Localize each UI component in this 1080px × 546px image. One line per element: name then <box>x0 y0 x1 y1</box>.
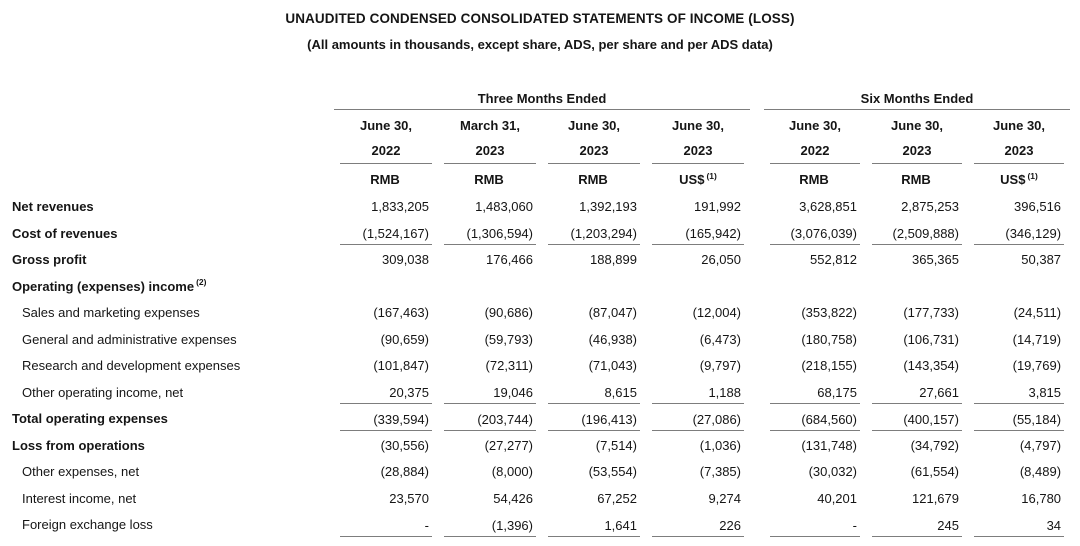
value-text: (1,396) <box>444 518 536 537</box>
column-date-header: June 30, <box>890 118 944 133</box>
value-cell <box>866 484 968 511</box>
value-text: (400,157) <box>872 412 962 431</box>
row-label-text: Other operating income, net <box>22 384 184 400</box>
row-label <box>0 298 334 325</box>
value-cell <box>646 219 750 246</box>
value-cell <box>646 378 750 405</box>
row-label <box>0 351 334 378</box>
column-date-header: June 30, <box>671 118 725 133</box>
value-cell <box>542 378 646 405</box>
value-cell <box>646 298 750 325</box>
table-row <box>0 510 1070 537</box>
value-text: 20,375 <box>340 385 432 404</box>
group-spacer-cell <box>750 298 764 325</box>
row-label <box>0 245 334 272</box>
value-text: (180,758) <box>801 331 857 347</box>
row-label <box>0 378 334 405</box>
value-cell <box>866 378 968 405</box>
value-text: (167,463) <box>373 305 429 320</box>
row-label-text: Gross profit <box>12 252 87 267</box>
value-text: 23,570 <box>389 490 429 506</box>
group-spacer-cell <box>750 109 764 136</box>
value-cell <box>764 298 866 325</box>
value-cell <box>968 351 1070 378</box>
value-cell <box>968 219 1070 246</box>
row-label <box>0 272 334 299</box>
row-label-text: General and administrative expenses <box>22 331 237 347</box>
header-row <box>0 109 1070 136</box>
document-subtitle: (All amounts in thousands, except share, ADS, per share and per ADS data) <box>307 37 773 52</box>
row-label-text: Operating (expenses) income <box>12 278 195 294</box>
column-currency-header <box>652 172 744 192</box>
value-cell <box>646 457 750 484</box>
column-year-header: 2022 <box>770 143 860 164</box>
value-text: 552,812 <box>810 252 857 267</box>
header-row <box>0 164 1070 192</box>
column-year-header-cell <box>646 136 750 164</box>
value-cell <box>968 457 1070 484</box>
column-currency-header <box>548 172 640 192</box>
value-text: 8,615 <box>548 385 640 404</box>
column-currency-header-cell <box>334 164 438 192</box>
value-cell <box>438 457 542 484</box>
table-row <box>0 431 1070 458</box>
value-text: (71,043) <box>588 358 637 373</box>
column-date-header: March 31, <box>460 118 520 133</box>
column-date-header-cell <box>438 109 542 136</box>
value-cell <box>438 298 542 325</box>
value-cell <box>646 272 750 299</box>
value-text: (24,511) <box>1013 305 1062 320</box>
column-currency-header <box>974 172 1064 192</box>
group-spacer-cell <box>750 272 764 299</box>
value-text: 1,833,205 <box>371 199 429 214</box>
value-cell <box>764 510 866 537</box>
value-cell <box>334 431 438 458</box>
row-label <box>0 457 334 484</box>
value-cell <box>968 510 1070 537</box>
column-year-header-cell <box>764 136 866 164</box>
value-cell <box>866 192 968 219</box>
column-date-header-cell <box>542 109 646 136</box>
row-label-text: Net revenues <box>12 199 94 214</box>
value-text: (8,000) <box>491 464 533 479</box>
group-spacer-cell <box>750 378 764 405</box>
value-text: (46,938) <box>588 331 637 347</box>
value-cell <box>646 245 750 272</box>
value-cell <box>764 351 866 378</box>
column-year-header: 2022 <box>340 143 432 164</box>
group-spacer-cell <box>750 164 764 192</box>
row-label <box>0 192 334 219</box>
row-label-text: Sales and marketing expenses <box>22 305 200 320</box>
value-cell <box>968 192 1070 219</box>
value-cell <box>866 325 968 352</box>
currency-label: RMB <box>578 172 608 187</box>
period-group-header: Three Months Ended <box>334 86 750 109</box>
column-date-header-cell <box>646 109 750 136</box>
group-spacer-cell <box>750 431 764 458</box>
currency-label: RMB <box>370 172 400 187</box>
value-text: (90,686) <box>484 305 533 320</box>
value-text: (90,659) <box>380 331 429 347</box>
value-text: (203,744) <box>444 412 536 431</box>
value-cell <box>438 404 542 431</box>
row-label-text: Interest income, net <box>22 490 137 506</box>
value-cell <box>646 404 750 431</box>
column-year-header-cell <box>968 136 1070 164</box>
value-cell <box>334 457 438 484</box>
value-cell <box>764 378 866 405</box>
value-cell <box>764 245 866 272</box>
currency-label: RMB <box>474 172 504 187</box>
value-cell <box>542 298 646 325</box>
column-date-header: June 30, <box>359 118 413 133</box>
value-text: (339,594) <box>340 412 432 431</box>
column-year-header: 2023 <box>652 143 744 164</box>
value-text: (14,719) <box>1012 331 1062 347</box>
value-text: (30,556) <box>380 437 429 453</box>
value-cell <box>334 351 438 378</box>
value-text: (7,385) <box>699 464 741 479</box>
value-text: (353,822) <box>801 305 857 320</box>
row-label <box>0 431 334 458</box>
currency-label: RMB <box>901 172 931 187</box>
income-statement-table <box>0 86 1070 537</box>
value-text: (2,509,888) <box>872 226 962 245</box>
column-date-header: June 30, <box>788 118 842 133</box>
column-currency-header-cell <box>866 164 968 192</box>
value-cell <box>438 272 542 299</box>
value-text: 1,641 <box>548 518 640 537</box>
value-text: 3,628,851 <box>799 199 857 214</box>
value-cell <box>438 510 542 537</box>
value-text: 27,661 <box>872 385 962 404</box>
value-text: 191,992 <box>694 199 741 214</box>
value-text: (196,413) <box>548 412 640 431</box>
table-row <box>0 351 1070 378</box>
table-row <box>0 484 1070 511</box>
row-label <box>0 325 334 352</box>
column-currency-header-cell <box>968 164 1070 192</box>
table-row <box>0 325 1070 352</box>
table-row <box>0 272 1070 299</box>
row-label-spacer-cell <box>0 136 334 164</box>
column-currency-header <box>444 172 536 192</box>
value-text: (59,793) <box>484 331 533 347</box>
group-spacer-cell <box>750 457 764 484</box>
footnote-superscript: (1) <box>1027 170 1038 181</box>
value-cell <box>866 431 968 458</box>
value-cell <box>334 510 438 537</box>
footnote-superscript: (1) <box>706 170 717 181</box>
value-text: (9,797) <box>699 358 741 373</box>
value-text: (218,155) <box>801 358 857 373</box>
value-cell <box>334 378 438 405</box>
value-cell <box>334 484 438 511</box>
value-cell <box>646 351 750 378</box>
value-text: 1,188 <box>652 385 744 404</box>
column-date-header-cell <box>866 109 968 136</box>
column-currency-header <box>770 172 860 192</box>
value-cell <box>542 510 646 537</box>
value-text: (101,847) <box>373 358 429 373</box>
value-text: (4,797) <box>1019 437 1062 453</box>
currency-label: US$ <box>1000 172 1026 187</box>
value-text: (3,076,039) <box>770 226 860 245</box>
value-cell <box>764 272 866 299</box>
value-cell <box>438 325 542 352</box>
column-date-header: June 30, <box>993 118 1046 133</box>
value-text: (346,129) <box>974 226 1064 245</box>
value-cell <box>542 325 646 352</box>
value-text: 68,175 <box>770 385 860 404</box>
value-text: 396,516 <box>1014 199 1062 214</box>
value-text: (1,306,594) <box>444 226 536 245</box>
value-text: (131,748) <box>801 437 857 453</box>
period-group-header: Six Months Ended <box>764 86 1070 109</box>
value-cell <box>542 245 646 272</box>
column-year-header: 2023 <box>974 143 1064 164</box>
value-cell <box>866 404 968 431</box>
row-label-text: Total operating expenses <box>12 411 168 426</box>
value-cell <box>968 378 1070 405</box>
value-text: (61,554) <box>910 464 959 479</box>
value-cell <box>542 192 646 219</box>
value-text: 1,483,060 <box>475 199 533 214</box>
group-spacer-cell <box>750 325 764 352</box>
value-text: (8,489) <box>1019 464 1062 479</box>
value-text: 226 <box>652 518 744 537</box>
value-cell <box>438 431 542 458</box>
group-spacer-cell <box>750 219 764 246</box>
column-currency-header <box>872 172 962 192</box>
group-spacer-cell <box>750 404 764 431</box>
value-cell <box>646 325 750 352</box>
value-cell <box>438 219 542 246</box>
value-text: 26,050 <box>701 252 741 267</box>
column-year-header-cell <box>866 136 968 164</box>
value-text: 188,899 <box>590 252 637 267</box>
column-year-header-cell <box>542 136 646 164</box>
value-cell <box>542 272 646 299</box>
group-spacer-cell <box>750 484 764 511</box>
header-period-groups <box>0 86 1070 109</box>
value-cell <box>438 192 542 219</box>
value-cell <box>764 404 866 431</box>
value-text: 309,038 <box>382 252 429 267</box>
value-cell <box>866 298 968 325</box>
value-text: (1,203,294) <box>548 226 640 245</box>
value-text: (72,311) <box>485 358 533 373</box>
value-text: 176,466 <box>486 252 533 267</box>
value-cell <box>866 272 968 299</box>
row-label-spacer-cell <box>0 164 334 192</box>
value-cell <box>646 431 750 458</box>
value-cell <box>764 457 866 484</box>
column-year-header: 2023 <box>872 143 962 164</box>
group-spacer-cell <box>750 510 764 537</box>
value-cell <box>334 272 438 299</box>
value-text: 3,815 <box>974 385 1064 404</box>
table-row <box>0 192 1070 219</box>
row-label <box>0 484 334 511</box>
row-label <box>0 219 334 246</box>
table-row <box>0 378 1070 405</box>
value-text: (27,277) <box>484 437 533 453</box>
value-text: (27,086) <box>652 412 744 431</box>
value-text: (28,884) <box>380 464 429 479</box>
value-cell <box>968 431 1070 458</box>
value-text: - <box>770 518 860 537</box>
value-text: 34 <box>974 518 1064 537</box>
column-currency-header <box>340 172 432 192</box>
group-spacer-cell <box>750 192 764 219</box>
group-spacer-cell <box>750 136 764 164</box>
column-date-header-cell <box>968 109 1070 136</box>
corner-cell <box>0 86 334 109</box>
row-label-spacer-cell <box>0 109 334 136</box>
value-text: 19,046 <box>444 385 536 404</box>
value-text: (177,733) <box>903 305 959 320</box>
value-text: (684,560) <box>770 412 860 431</box>
value-cell <box>764 431 866 458</box>
currency-label: US$ <box>679 172 705 187</box>
value-text: 67,252 <box>597 490 637 506</box>
value-cell <box>542 457 646 484</box>
header-row <box>0 136 1070 164</box>
value-cell <box>646 510 750 537</box>
group-spacer-cell <box>750 86 764 109</box>
value-cell <box>334 325 438 352</box>
value-cell <box>968 245 1070 272</box>
value-cell <box>968 404 1070 431</box>
value-cell <box>334 192 438 219</box>
row-label-text: Foreign exchange loss <box>22 517 153 532</box>
column-date-header: June 30, <box>567 118 621 133</box>
value-text: 9,274 <box>708 490 741 506</box>
column-year-header: 2023 <box>548 143 640 164</box>
column-year-header: 2023 <box>444 143 536 164</box>
value-cell <box>334 245 438 272</box>
value-cell <box>646 192 750 219</box>
value-text: 365,365 <box>912 252 959 267</box>
value-cell <box>438 351 542 378</box>
value-cell <box>866 457 968 484</box>
table-row <box>0 457 1070 484</box>
column-date-header-cell <box>334 109 438 136</box>
value-cell <box>542 484 646 511</box>
value-text: (106,731) <box>903 331 959 347</box>
value-text: (55,184) <box>974 412 1064 431</box>
value-cell <box>542 404 646 431</box>
value-cell <box>866 245 968 272</box>
value-text: - <box>340 518 432 537</box>
value-text: (34,792) <box>910 437 959 453</box>
value-cell <box>334 404 438 431</box>
row-label <box>0 404 334 431</box>
group-spacer-cell <box>750 245 764 272</box>
row-label <box>0 510 334 537</box>
value-text: 40,201 <box>817 490 857 506</box>
value-text: (19,769) <box>1012 358 1062 373</box>
column-date-header-cell <box>764 109 866 136</box>
value-cell <box>334 298 438 325</box>
value-cell <box>968 325 1070 352</box>
value-cell <box>334 219 438 246</box>
value-cell <box>542 351 646 378</box>
value-cell <box>646 484 750 511</box>
value-cell <box>764 219 866 246</box>
value-cell <box>968 298 1070 325</box>
value-text: (53,554) <box>588 464 637 479</box>
value-text: 16,780 <box>1021 490 1062 506</box>
row-label-text: Loss from operations <box>12 437 145 453</box>
column-year-header-cell <box>438 136 542 164</box>
value-text: (7,514) <box>595 437 637 453</box>
value-text: (87,047) <box>588 305 637 320</box>
column-year-header-cell <box>334 136 438 164</box>
value-text: (1,036) <box>699 437 741 453</box>
footnote-superscript: (2) <box>196 277 207 288</box>
column-currency-header-cell <box>438 164 542 192</box>
currency-label: RMB <box>799 172 829 187</box>
value-text: (1,524,167) <box>340 226 432 245</box>
row-label-text: Other expenses, net <box>22 464 140 479</box>
value-text: 121,679 <box>912 490 959 506</box>
value-cell <box>866 219 968 246</box>
value-cell <box>542 219 646 246</box>
value-cell <box>866 351 968 378</box>
value-text: (143,354) <box>903 358 959 373</box>
row-label-text: Cost of revenues <box>12 225 118 241</box>
value-text: 245 <box>872 518 962 537</box>
value-text: (30,032) <box>808 464 857 479</box>
row-label-text: Research and development expenses <box>22 358 241 373</box>
value-text: 1,392,193 <box>579 199 637 214</box>
value-text: (6,473) <box>699 331 741 347</box>
value-cell <box>542 431 646 458</box>
group-spacer-cell <box>750 351 764 378</box>
column-currency-header-cell <box>764 164 866 192</box>
value-text: 54,426 <box>493 490 533 506</box>
value-text: (12,004) <box>692 305 741 320</box>
column-currency-header-cell <box>646 164 750 192</box>
value-cell <box>764 325 866 352</box>
value-cell <box>866 510 968 537</box>
value-text: (165,942) <box>652 226 744 245</box>
value-cell <box>438 378 542 405</box>
value-cell <box>968 484 1070 511</box>
value-cell <box>764 192 866 219</box>
value-cell <box>438 484 542 511</box>
table-row <box>0 404 1070 431</box>
table-row <box>0 245 1070 272</box>
value-text: 50,387 <box>1021 252 1062 267</box>
value-cell <box>764 484 866 511</box>
value-cell <box>968 272 1070 299</box>
column-currency-header-cell <box>542 164 646 192</box>
table-row <box>0 298 1070 325</box>
value-cell <box>438 245 542 272</box>
table-row <box>0 219 1070 246</box>
document-title: UNAUDITED CONDENSED CONSOLIDATED STATEMENTS OF INCOME (LOSS) <box>285 11 795 26</box>
value-text: 2,875,253 <box>901 199 959 214</box>
